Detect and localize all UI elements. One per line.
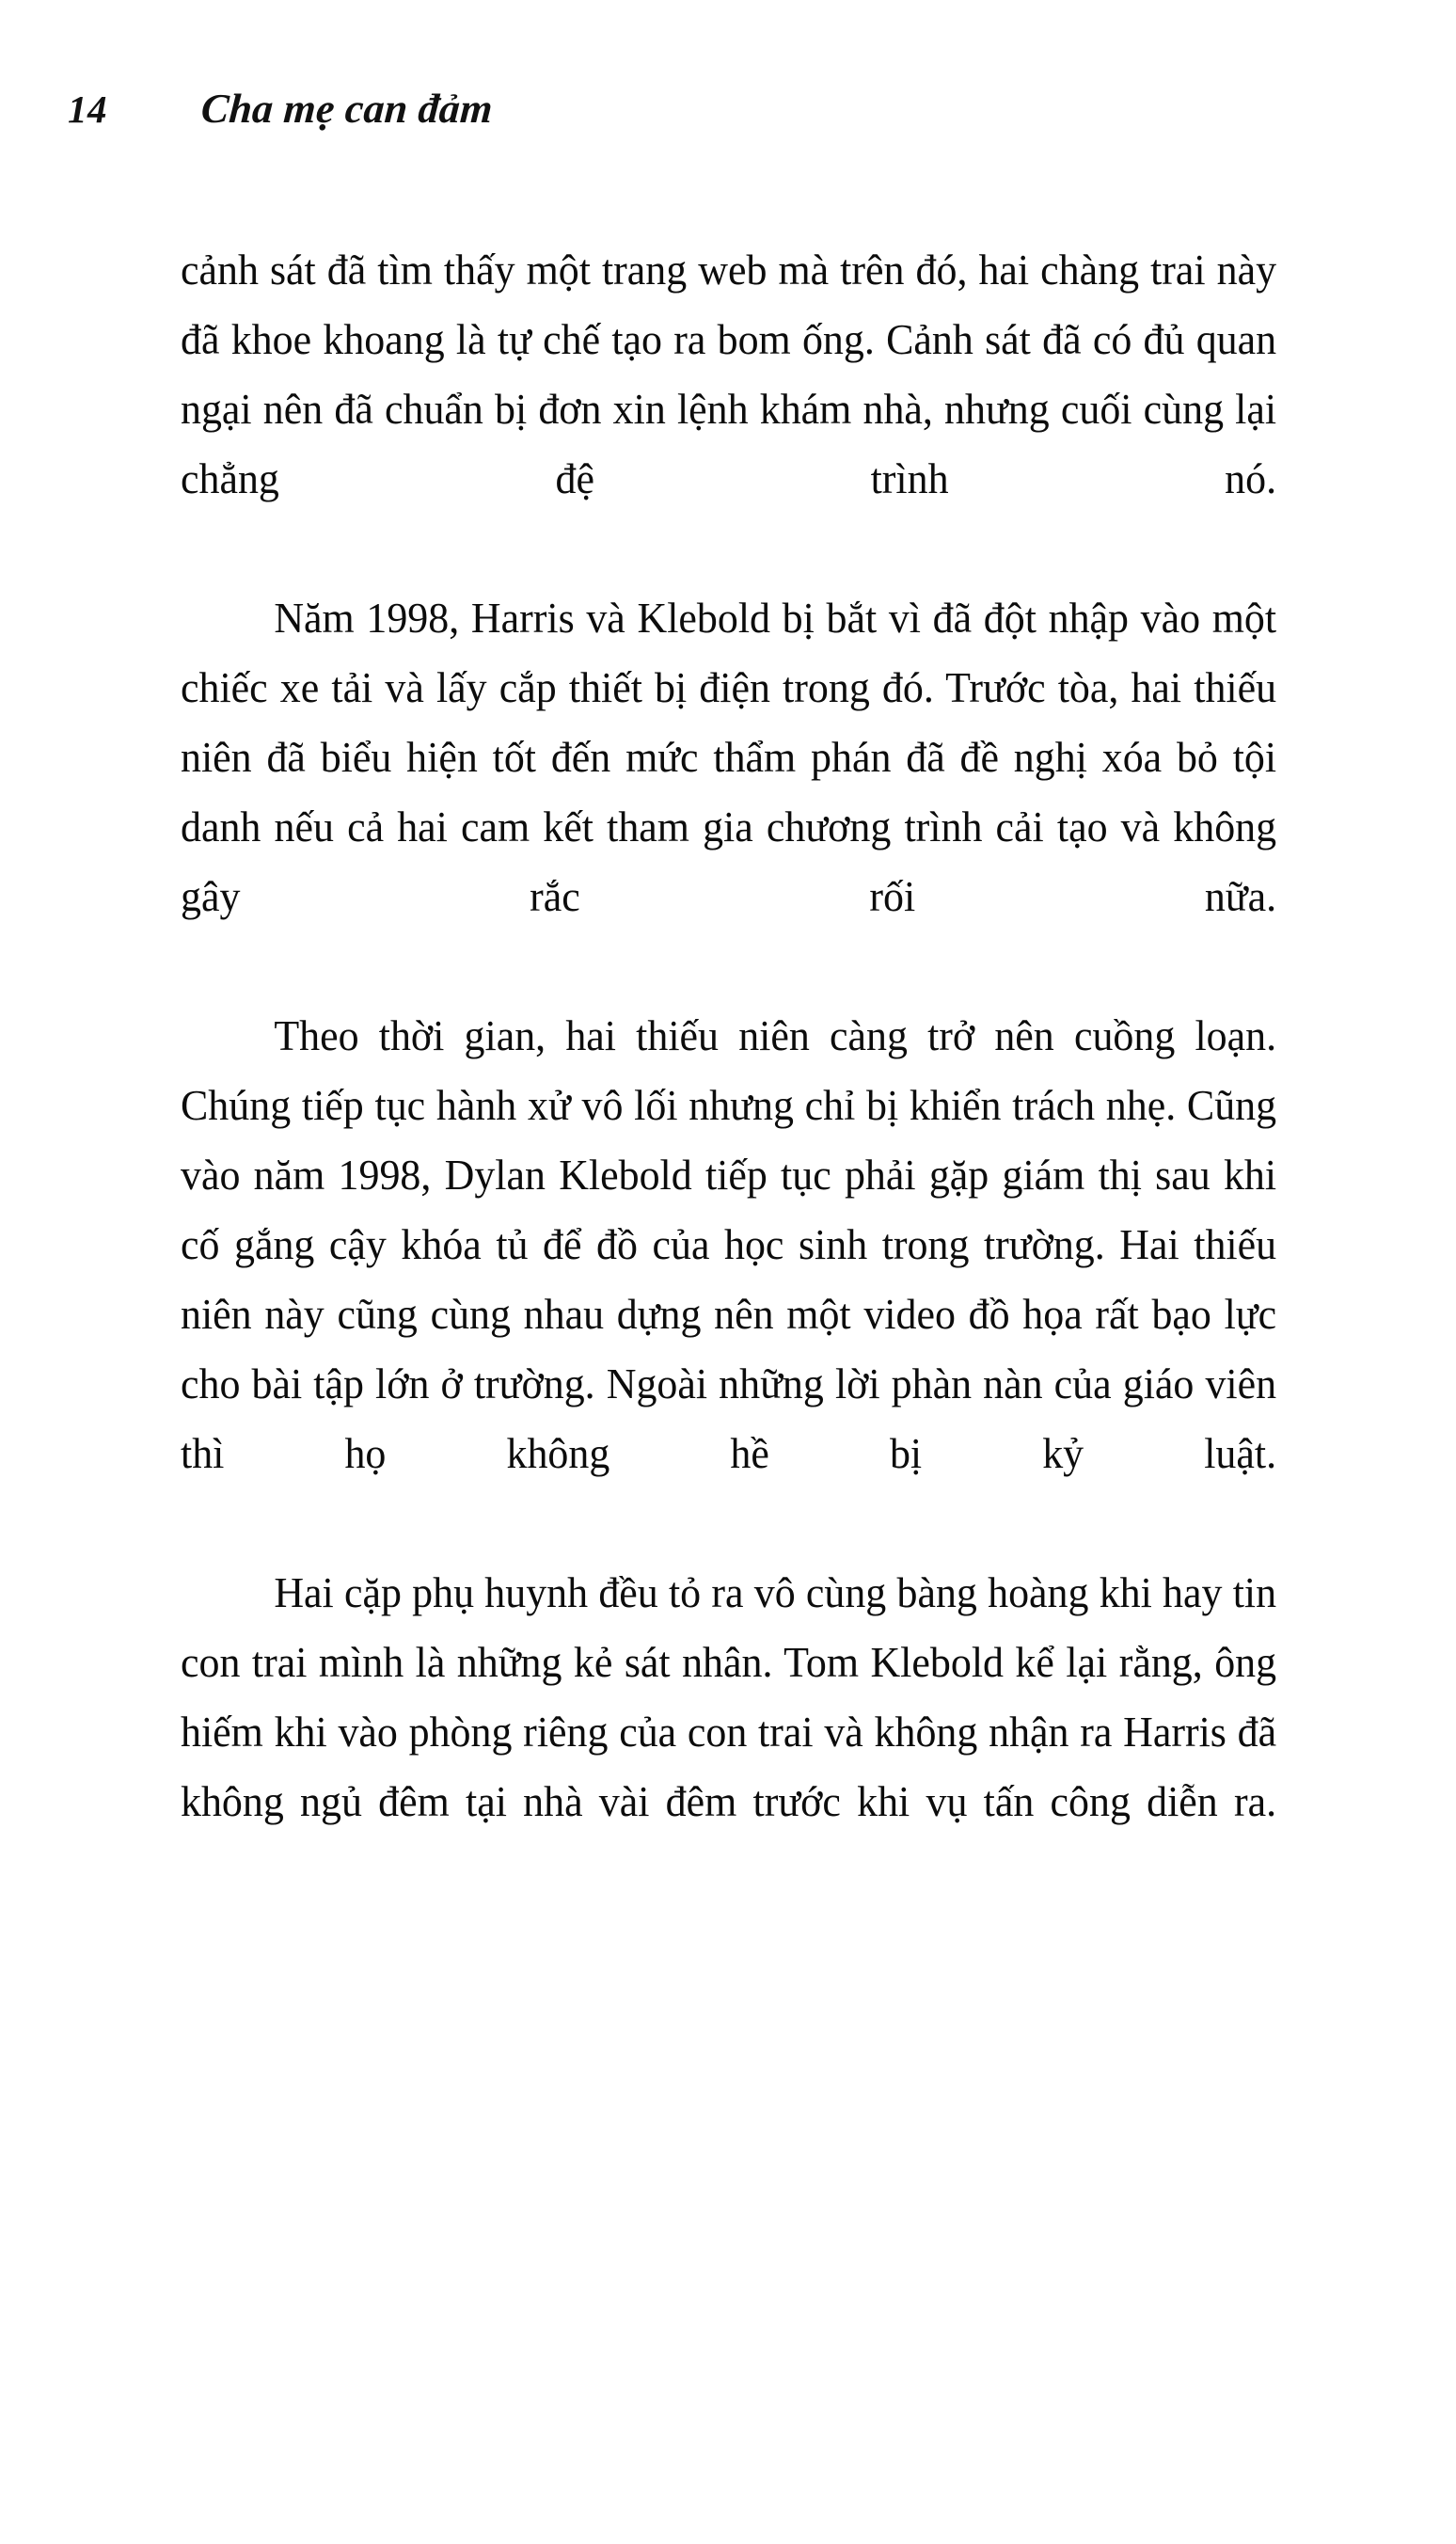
running-title: Cha mẹ can đảm — [199, 86, 495, 132]
paragraph-2: Năm 1998, Harris và Klebold bị bắt vì đã đột nhập vào một chiếc xe tải và lấy cắp thiết bị điện trong đó. Trước tòa, hai thiếu niên đã biểu hiện tốt đến mức thẩm phán đã đề nghị xóa bỏ tội danh nếu cả hai cam kết tham gia chương trình cải tạo và không gây rắc rối nữa. — [181, 594, 1277, 920]
paragraph-1: cảnh sát đã tìm thấy một trang web mà trên đó, hai chàng trai này đã khoe khoang là tự chế tạo ra bom ống. Cảnh sát đã có đủ quan ngại nên đã chuẩn bị đơn xin lệnh khám nhà, nhưng cuối cùng lại chẳng đệ trình nó. — [181, 246, 1277, 502]
paragraph-4: Hai cặp phụ huynh đều tỏ ra vô cùng bàng hoàng khi hay tin con trai mình là những kẻ sát nhân. Tom Klebold kể lại rằng, ông hiếm khi vào phòng riêng của con trai và không nhận ra Harris đã không ngủ đêm tại nhà vài đêm trước khi vụ tấn công diễn ra. — [181, 1568, 1277, 1825]
running-head — [0, 83, 1456, 158]
paragraph-3: Theo thời gian, hai thiếu niên càng trở nên cuồng loạn. Chúng tiếp tục hành xử vô lối nhưng chỉ bị khiển trách nhẹ. Cũng vào năm 1998, Dylan Klebold tiếp tục phải gặp giám thị sau khi cố gắng cậy khóa tủ để đồ của học sinh trong trường. Hai thiếu niên này cũng cùng nhau dựng nên một video đồ họa rất bạo lực cho bài tập lớn ở trường. Ngoài những lời phàn nàn của giáo viên thì họ không hề bị kỷ luật. — [181, 1011, 1277, 1477]
body-text-block — [181, 235, 1328, 1906]
page-number: 14 — [68, 87, 107, 131]
